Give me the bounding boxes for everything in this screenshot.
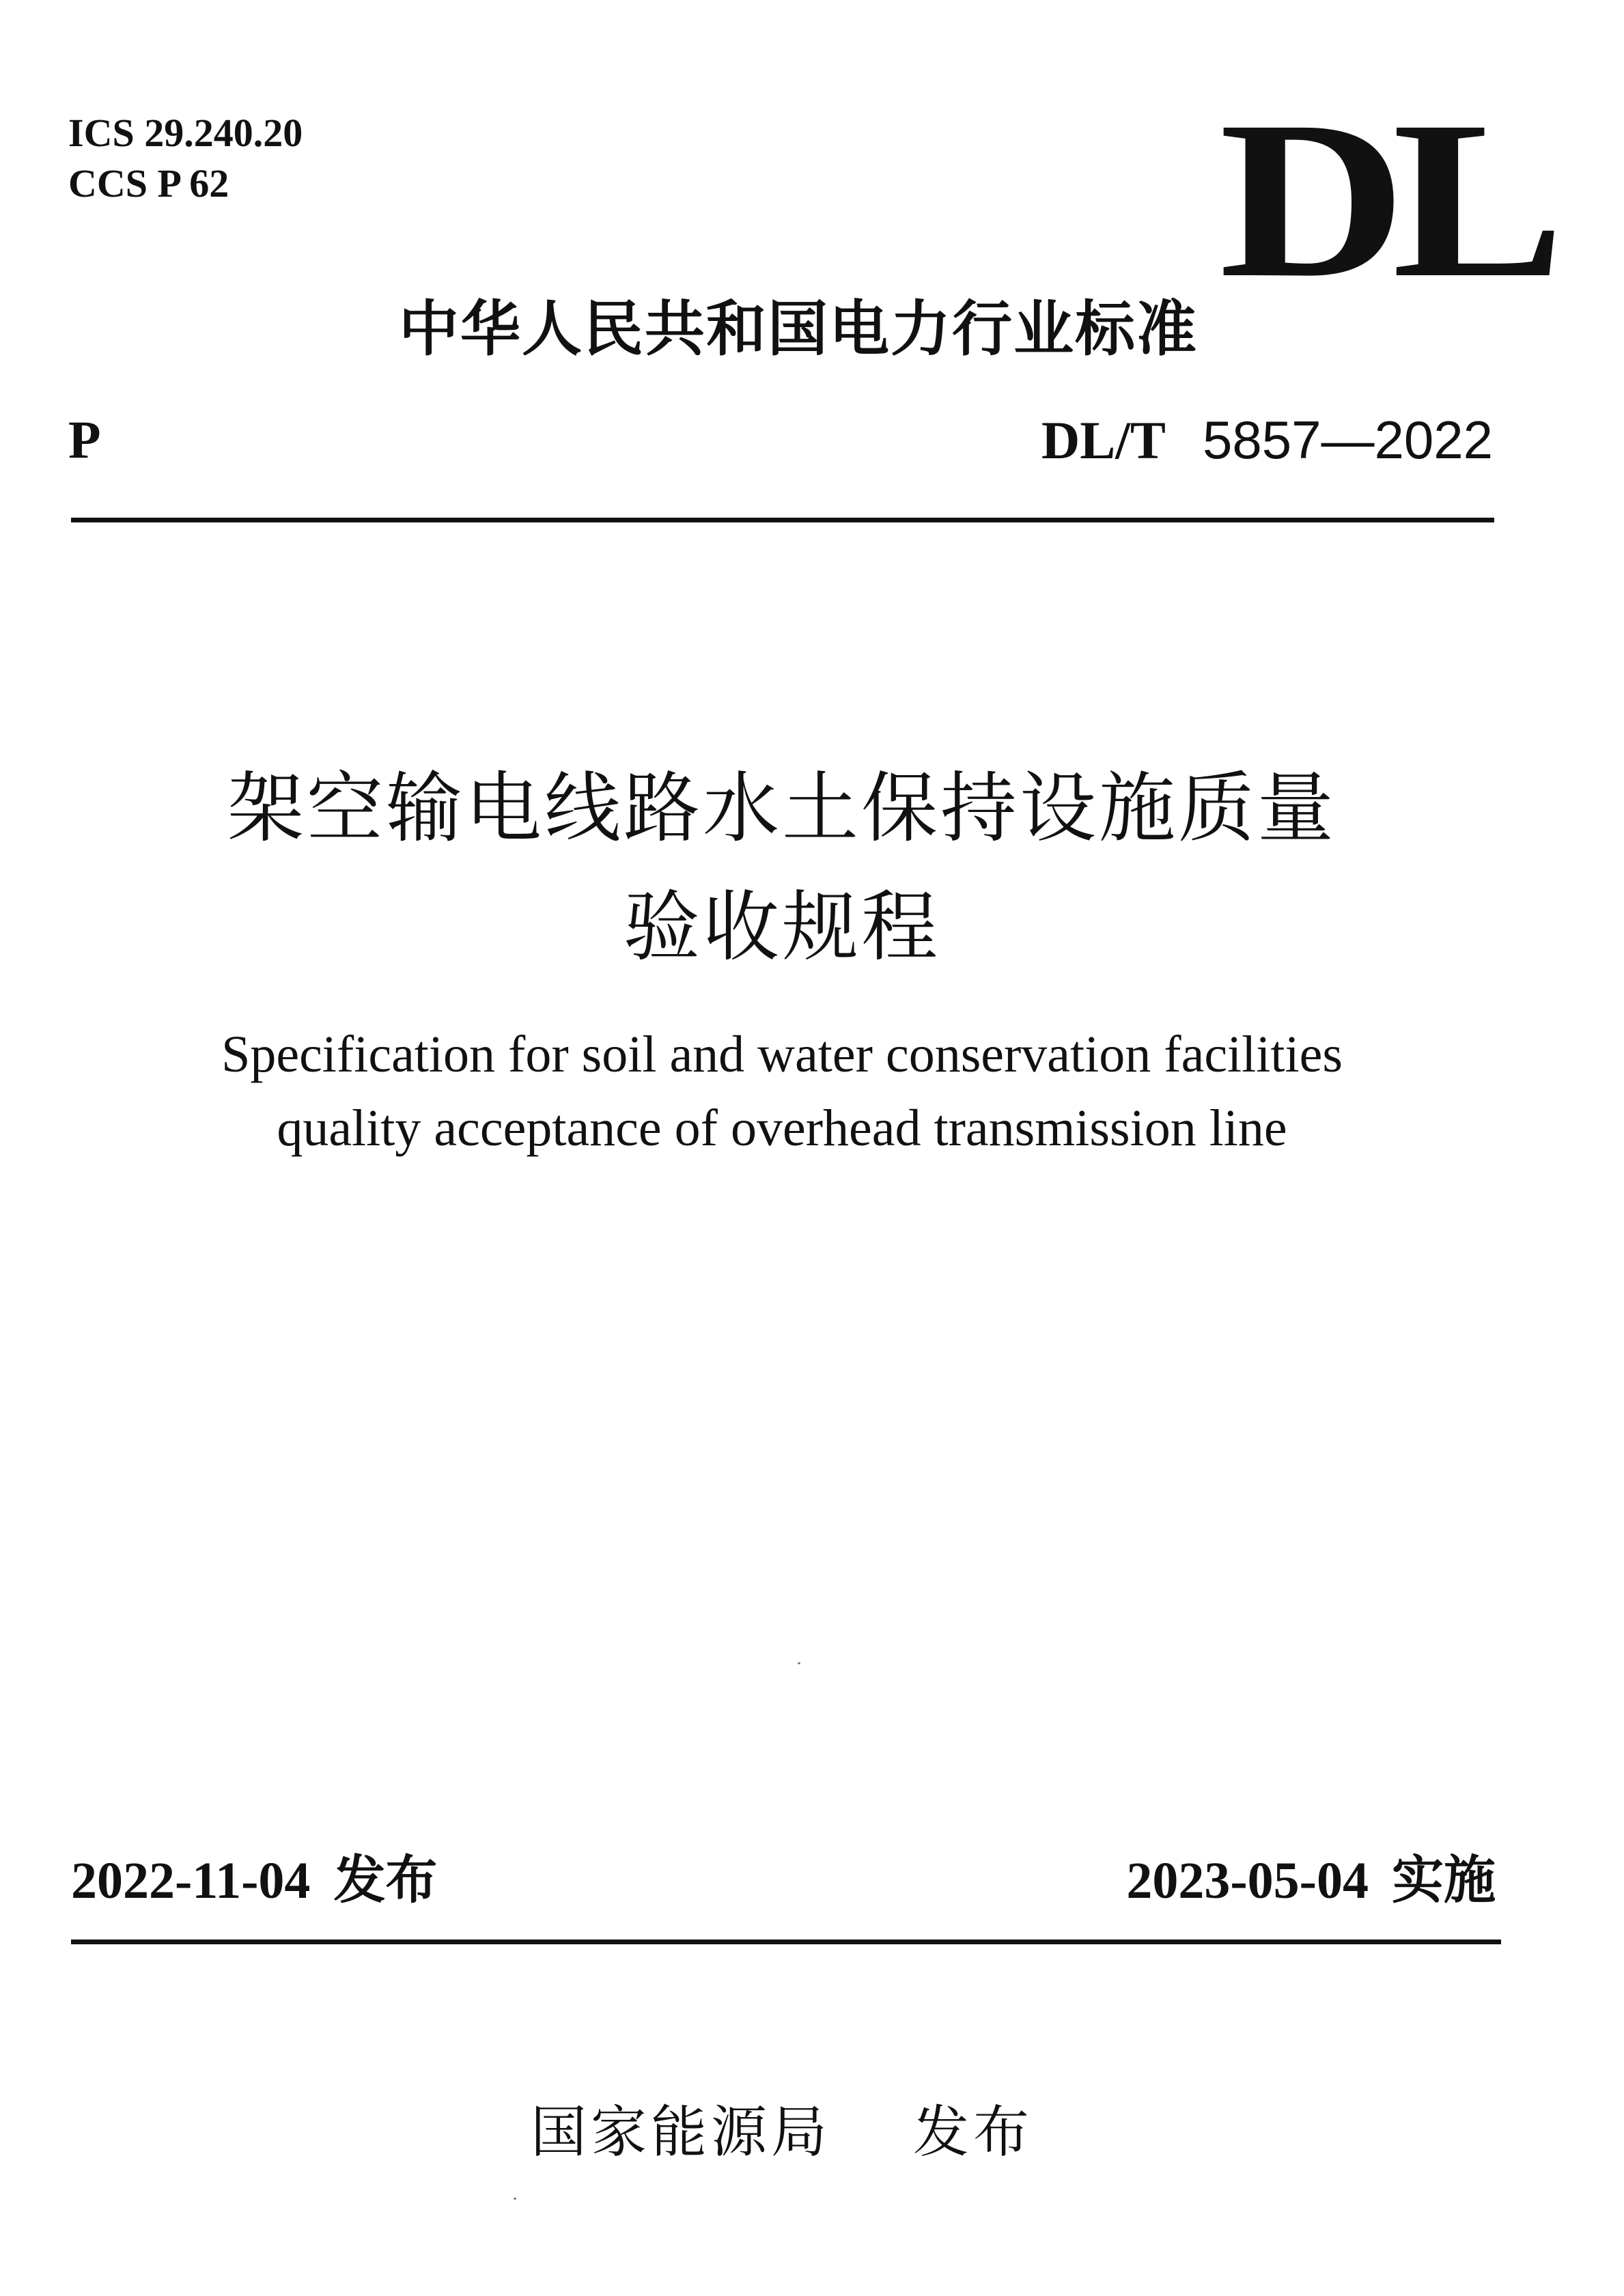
scan-speck — [514, 2198, 516, 2200]
publisher-name: 国家能源局 — [530, 2100, 831, 2165]
english-title-line-1: Specification for soil and water conservation facilities — [221, 1026, 1343, 1083]
english-title-line-2: quality acceptance of overhead transmission line — [277, 1100, 1287, 1157]
bottom-divider — [71, 1940, 1501, 1944]
standard-number — [1041, 410, 1493, 470]
implementation-date: 2023-05-04 — [1126, 1852, 1369, 1909]
scan-speck — [798, 1662, 800, 1664]
issue-label: 发布 — [333, 1849, 438, 1910]
issue-date-block — [71, 1849, 438, 1910]
standard-code: 5857—2022 — [1202, 410, 1493, 470]
top-divider — [71, 518, 1494, 522]
category-letter: P — [68, 410, 101, 469]
ics-code: ICS 29.240.20 — [68, 111, 303, 155]
chinese-title-line-2: 验收规程 — [624, 883, 940, 972]
publisher-block — [0, 2100, 1564, 2165]
publisher-action: 发布 — [913, 2100, 1034, 2165]
ccs-code: CCS P 62 — [68, 161, 229, 206]
standard-prefix: DL/T — [1041, 410, 1166, 470]
dl-logo: DL — [1219, 75, 1551, 324]
industry-standard-title: 中华人民共和国电力行业标准 — [398, 294, 1198, 364]
issue-date: 2022-11-04 — [71, 1852, 311, 1909]
implementation-label: 实施 — [1392, 1849, 1496, 1910]
chinese-title-line-1: 架空输电线路水土保持设施质量 — [227, 764, 1336, 853]
implementation-date-block — [1126, 1849, 1496, 1910]
